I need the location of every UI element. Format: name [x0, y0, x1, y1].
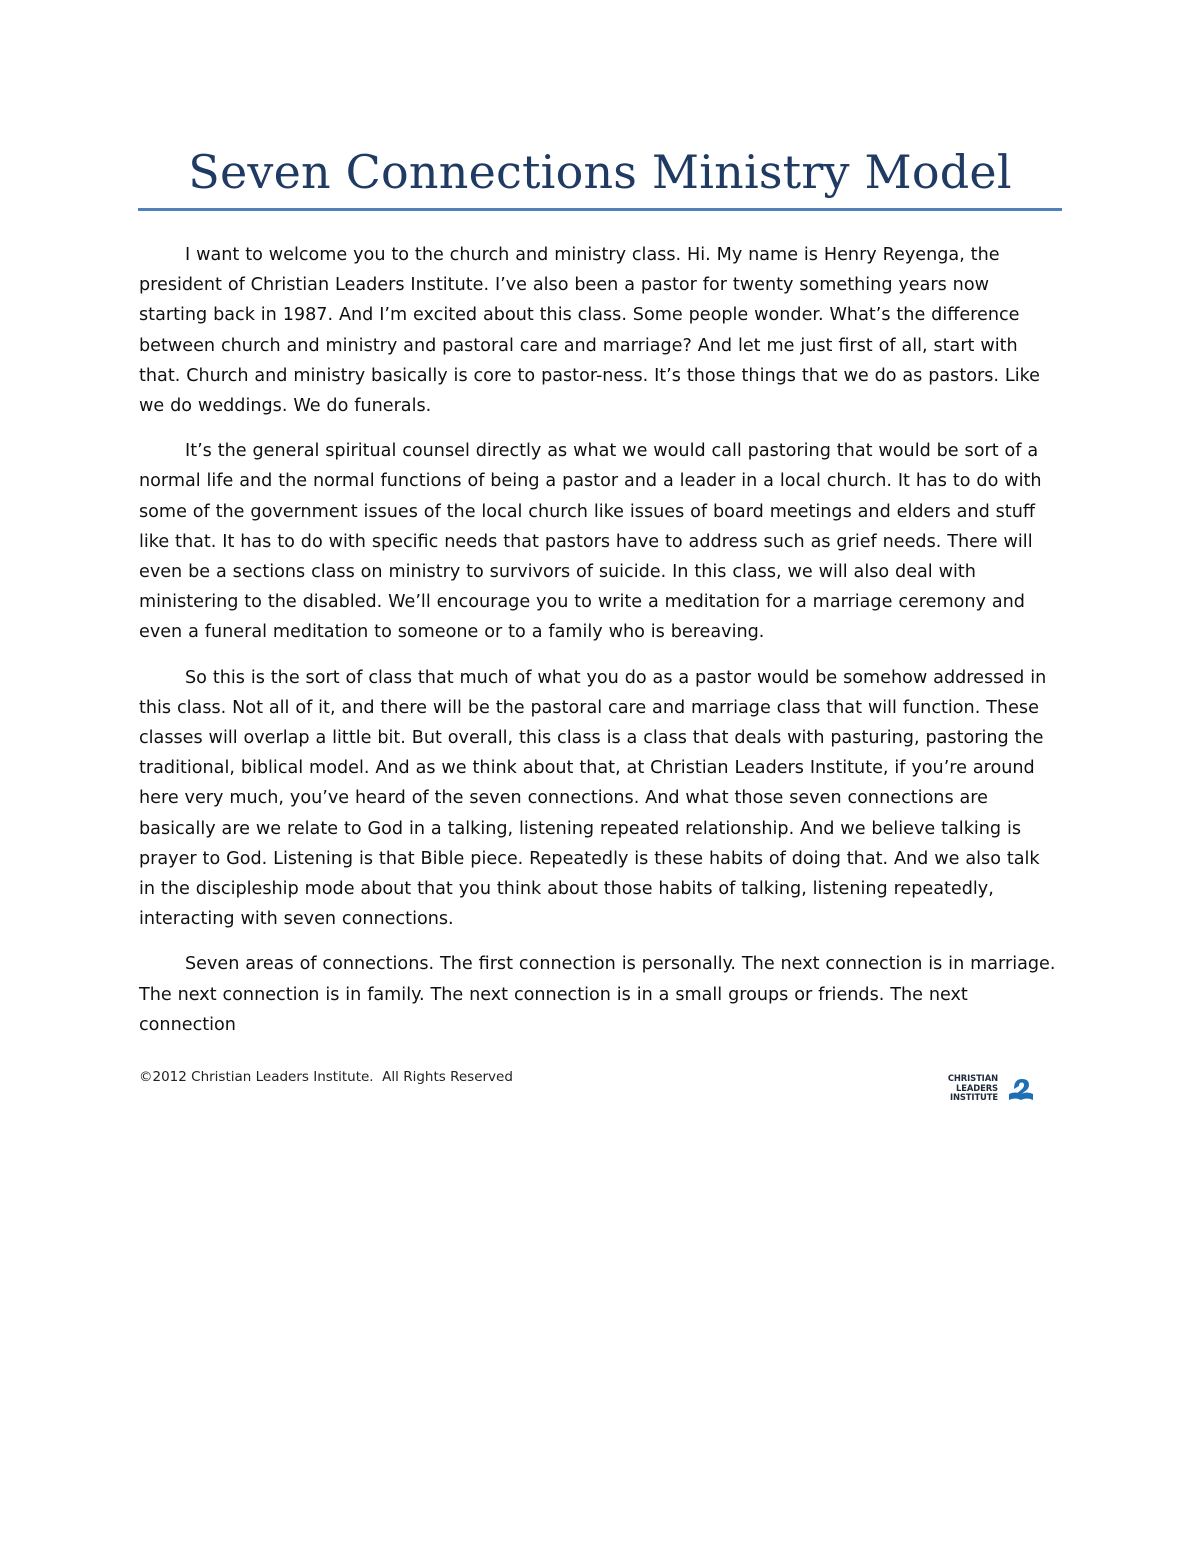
document-body — [139, 240, 1061, 1055]
body-paragraph-2: It’s the general spiritual counsel directly as what we would call pastoring that would be sort of a normal life and the normal functions of being a pastor and a leader in a local church. It has to do with some of the government issues of the local church like issues of board meetings and elders and stuff like that. It has to do with specific needs that pastors have to address such as grief needs. There will even be a sections class on ministry to survivors of suicide. In this class, we will also deal with ministering to the disabled. We’ll encourage you to write a meditation for a marriage ceremony and even a funeral meditation to someone or to a family who is bereaving. — [139, 441, 1042, 643]
logo-line-3: INSTITUTE — [949, 1092, 998, 1103]
logo-wordmark — [948, 1074, 998, 1103]
document-title: Seven Connections Ministry Model — [188, 145, 1012, 199]
logo-line-1: CHRISTIAN — [947, 1073, 998, 1083]
logo-line-2: LEADERS — [956, 1082, 998, 1093]
footer-copyright: ©2012 Christian Leaders Institute. All Rights Reserved — [139, 1069, 513, 1085]
open-book-2-logo-icon — [1006, 1074, 1036, 1104]
body-paragraph-4: Seven areas of connections. The first connection is personally. The next connection is in marriage. The next connection is in family. The next connection is in a small groups or friends. The next connection — [139, 954, 1056, 1035]
body-paragraph-3: So this is the sort of class that much of what you do as a pastor would be somehow addressed in this class. Not all of it, and there will be the pastoral care and marriage class that will function. These classes will overlap a little bit. But overall, this class is a class that deals with pasturing, pastoring the traditional, biblical model. And as we think about that, at Christian Leaders Institute, if you’re around here very much, you’ve heard of the seven connections. And what those seven connections are basically are we relate to God in a talking, listening repeated relationship. And we believe talking is prayer to God. Listening is that Bible piece. Repeatedly is these habits of doing that. And we also talk in the discipleship mode about that you think about those habits of talking, listening repeatedly, interacting with seven connections. — [139, 667, 1047, 930]
christian-leaders-institute-logo — [944, 1072, 1040, 1108]
body-paragraph-1: I want to welcome you to the church and ministry class. Hi. My name is Henry Reyenga, the president of Christian Leaders Institute. I’ve also been a pastor for twenty something years now starting back in 1987. And I’m excited about this class. Some people wonder. What’s the difference between church and ministry and pastoral care and marriage? And let me just first of all, start with that. Church and ministry basically is core to pastor-ness. It’s those things that we do as pastors. Like we do weddings. We do funerals. — [139, 245, 1040, 417]
title-underline-divider — [138, 208, 1062, 211]
